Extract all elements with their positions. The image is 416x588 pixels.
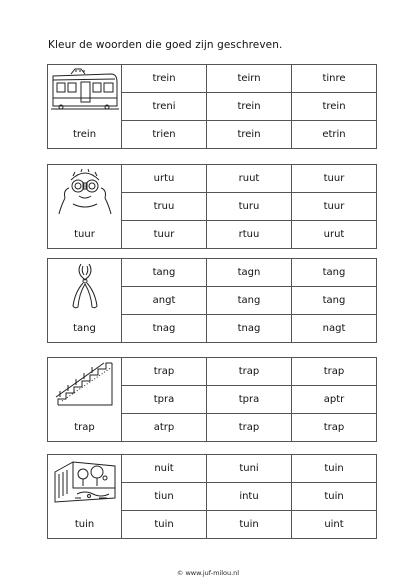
stairs-icon (48, 358, 122, 414)
word-cell[interactable]: tang (207, 287, 292, 315)
word-cell[interactable]: tang (292, 287, 377, 315)
word-cell[interactable]: trap (292, 414, 377, 442)
word-cell[interactable]: trein (292, 93, 377, 121)
word-cell[interactable]: tagn (207, 259, 292, 287)
word-cell[interactable]: angt (122, 287, 207, 315)
word-cell[interactable]: intu (207, 483, 292, 511)
word-cell[interactable]: tuur (122, 221, 207, 249)
exercise-trap (47, 357, 377, 442)
train-icon (48, 65, 122, 121)
word-cell[interactable]: tpra (207, 386, 292, 414)
word-cell[interactable]: trap (207, 414, 292, 442)
word-cell[interactable]: teirn (207, 65, 292, 93)
word-cell[interactable]: uint (292, 511, 377, 539)
word-cell[interactable]: tinre (292, 65, 377, 93)
word-cell[interactable]: trein (122, 65, 207, 93)
exercise-tuin (47, 454, 377, 539)
word-cell[interactable]: trein (207, 93, 292, 121)
word-cell[interactable]: tnag (207, 315, 292, 343)
word-cell[interactable]: trap (207, 358, 292, 386)
word-cell[interactable]: aptr (292, 386, 377, 414)
target-word: tuur (48, 221, 122, 249)
word-cell[interactable]: tuin (292, 455, 377, 483)
garden-icon (48, 455, 122, 511)
word-cell[interactable]: ruut (207, 165, 292, 193)
word-cell[interactable]: etrin (292, 121, 377, 149)
word-cell[interactable]: treni (122, 93, 207, 121)
word-cell[interactable]: tuur (292, 193, 377, 221)
word-cell[interactable]: nuit (122, 455, 207, 483)
word-cell[interactable]: tang (292, 259, 377, 287)
word-cell[interactable]: tpra (122, 386, 207, 414)
word-cell[interactable]: trap (122, 358, 207, 386)
word-cell[interactable]: turu (207, 193, 292, 221)
word-cell[interactable]: tuur (292, 165, 377, 193)
word-cell[interactable]: tuin (122, 511, 207, 539)
target-word: trein (48, 121, 122, 149)
word-cell[interactable]: tnag (122, 315, 207, 343)
exercise-trein (47, 64, 377, 149)
pliers-icon (48, 259, 122, 315)
word-cell[interactable]: tuni (207, 455, 292, 483)
word-cell[interactable]: urut (292, 221, 377, 249)
exercise-tuur (47, 164, 377, 249)
footer-copyright: © www.juf-milou.nl (176, 569, 240, 577)
word-cell[interactable]: nagt (292, 315, 377, 343)
target-word: tang (48, 315, 122, 343)
word-cell[interactable]: trein (207, 121, 292, 149)
word-cell[interactable]: trap (292, 358, 377, 386)
word-cell[interactable]: rtuu (207, 221, 292, 249)
exercise-tang (47, 258, 377, 343)
word-cell[interactable]: tuin (292, 483, 377, 511)
word-cell[interactable]: atrp (122, 414, 207, 442)
binoculars-person-icon (48, 165, 122, 221)
instruction-text: Kleur de woorden die goed zijn geschreven. (48, 39, 283, 51)
word-cell[interactable]: urtu (122, 165, 207, 193)
word-cell[interactable]: tuin (207, 511, 292, 539)
word-cell[interactable]: tiun (122, 483, 207, 511)
word-cell[interactable]: trien (122, 121, 207, 149)
word-cell[interactable]: tang (122, 259, 207, 287)
word-cell[interactable]: truu (122, 193, 207, 221)
target-word: trap (48, 414, 122, 442)
target-word: tuin (48, 511, 122, 539)
